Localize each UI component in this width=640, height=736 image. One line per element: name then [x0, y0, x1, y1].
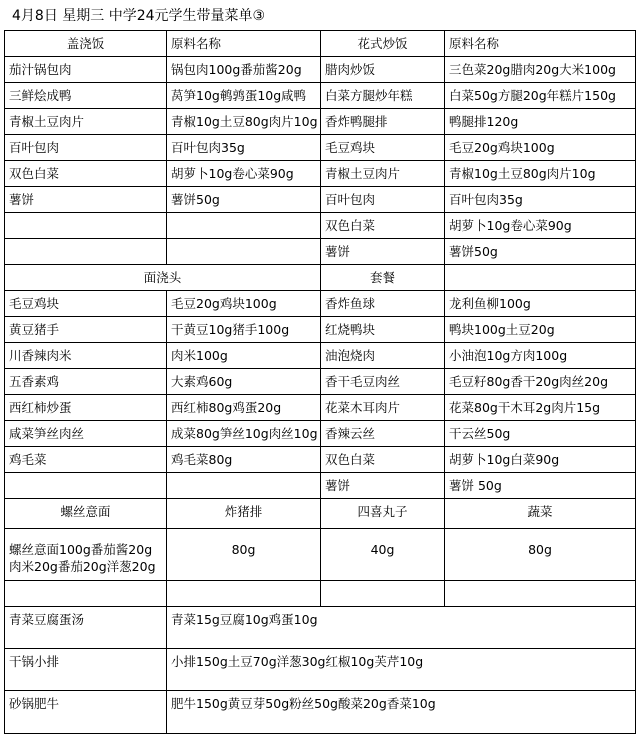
noodle-dish: 川香辣肉米: [5, 343, 167, 369]
set-ingredients: 毛豆籽80g香干20g肉丝20g: [445, 369, 635, 395]
noodle-dish: [5, 473, 167, 499]
set-ingredients: 胡萝卜10g白菜90g: [445, 447, 635, 473]
noodle-ingredients: 鸡毛菜80g: [167, 447, 321, 473]
rice-dish: [5, 239, 167, 265]
fried-ingredients: 百叶包肉35g: [445, 187, 635, 213]
noodle-ingredients: [167, 473, 321, 499]
fried-dish: 青椒土豆肉片: [321, 161, 445, 187]
meatball-amount: 40g: [321, 529, 445, 581]
fried-ingredients: 鸭腿排120g: [445, 109, 635, 135]
vegetable-header: 蔬菜: [445, 499, 635, 529]
empty-cell: [5, 581, 167, 607]
noodle-ingredients: 干黄豆10g猪手100g: [167, 317, 321, 343]
rice-dish: 薯饼: [5, 187, 167, 213]
set-ingredients: 龙利鱼柳100g: [445, 291, 635, 317]
pasta-amount: 螺丝意面100g番茄酱20g 肉米20g番茄20g洋葱20g: [5, 529, 167, 581]
rice-ingredients: 锅包肉100g番茄酱20g: [167, 57, 321, 83]
set-ingredients: 鸭块100g土豆20g: [445, 317, 635, 343]
set-meal-header: 套餐: [321, 265, 445, 291]
set-dish: 花菜木耳肉片: [321, 395, 445, 421]
special-dish: 青菜豆腐蛋汤: [5, 607, 167, 649]
fried-ingredients: 白菜50g方腿20g年糕片150g: [445, 83, 635, 109]
meatball-header: 四喜丸子: [321, 499, 445, 529]
noodle-dish: 咸菜笋丝肉丝: [5, 421, 167, 447]
noodle-ingredients: 肉米100g: [167, 343, 321, 369]
pork-cutlet-amount: 80g: [167, 529, 321, 581]
rice-dish: 青椒土豆肉片: [5, 109, 167, 135]
rice-ingredients: [167, 213, 321, 239]
fried-ingredients: 青椒10g土豆80g肉片10g: [445, 161, 635, 187]
fried-ingredients: 胡萝卜10g卷心菜90g: [445, 213, 635, 239]
fried-dish: 白菜方腿炒年糕: [321, 83, 445, 109]
noodle-dish: 毛豆鸡块: [5, 291, 167, 317]
fried-ingredient-header: 原料名称: [445, 31, 635, 57]
fried-ingredients: 三色菜20g腊肉20g大米100g: [445, 57, 635, 83]
fried-ingredients: 毛豆20g鸡块100g: [445, 135, 635, 161]
pasta-header: 螺丝意面: [5, 499, 167, 529]
set-dish: 红烧鸭块: [321, 317, 445, 343]
fried-rice-header: 花式炒饭: [321, 31, 445, 57]
noodle-dish: 鸡毛菜: [5, 447, 167, 473]
fried-dish: 腊肉炒饭: [321, 57, 445, 83]
fried-ingredients: 薯饼50g: [445, 239, 635, 265]
fried-dish: 香炸鸭腿排: [321, 109, 445, 135]
set-dish: 薯饼: [321, 473, 445, 499]
empty-cell: [445, 581, 635, 607]
noodle-header: 面浇头: [5, 265, 321, 291]
fried-dish: 百叶包肉: [321, 187, 445, 213]
rice-dish: 百叶包肉: [5, 135, 167, 161]
set-dish: 双色白菜: [321, 447, 445, 473]
fried-dish: 双色白菜: [321, 213, 445, 239]
rice-ingredients: 百叶包肉35g: [167, 135, 321, 161]
rice-dish: 茄汁锅包肉: [5, 57, 167, 83]
menu-table: [4, 30, 636, 734]
set-dish: 油泡烧肉: [321, 343, 445, 369]
rice-dish: 双色白菜: [5, 161, 167, 187]
rice-ingredients: 胡萝卜10g卷心菜90g: [167, 161, 321, 187]
empty-cell: [321, 581, 445, 607]
noodle-dish: 西红柿炒蛋: [5, 395, 167, 421]
special-dish: 砂锅肥牛: [5, 691, 167, 733]
special-dish: 干锅小排: [5, 649, 167, 691]
set-ingredients: 干云丝50g: [445, 421, 635, 447]
set-ingredients: 花菜80g干木耳2g肉片15g: [445, 395, 635, 421]
vegetable-amount: 80g: [445, 529, 635, 581]
set-dish: 香炸鱼球: [321, 291, 445, 317]
rice-ingredients: 莴笋10g鹌鹑蛋10g咸鸭: [167, 83, 321, 109]
set-ingredients: 小油泡10g方肉100g: [445, 343, 635, 369]
rice-dish: 三鲜烩成鸭: [5, 83, 167, 109]
rice-ingredients: 薯饼50g: [167, 187, 321, 213]
fried-dish: 毛豆鸡块: [321, 135, 445, 161]
noodle-dish: 黄豆猪手: [5, 317, 167, 343]
empty-cell: [167, 581, 321, 607]
special-ingredients: 小排150g土豆70g洋葱30g红椒10g芙芹10g: [167, 649, 635, 691]
empty-cell: [445, 265, 635, 291]
noodle-ingredients: 西红柿80g鸡蛋20g: [167, 395, 321, 421]
rice-ingredients: [167, 239, 321, 265]
rice-header: 盖浇饭: [5, 31, 167, 57]
noodle-ingredients: 成菜80g笋丝10g肉丝10g: [167, 421, 321, 447]
special-ingredients: 青菜15g豆腐10g鸡蛋10g: [167, 607, 635, 649]
noodle-ingredients: 毛豆20g鸡块100g: [167, 291, 321, 317]
special-ingredients: 肥牛150g黄豆芽50g粉丝50g酸菜20g香菜10g: [171, 696, 436, 711]
rice-ingredient-header: 原料名称: [167, 31, 321, 57]
noodle-ingredients: 大素鸡60g: [167, 369, 321, 395]
set-ingredients: 薯饼 50g: [445, 473, 635, 499]
rice-ingredients: 青椒10g土豆80g肉片10g: [167, 109, 321, 135]
set-dish: 香干毛豆肉丝: [321, 369, 445, 395]
rice-dish: [5, 213, 167, 239]
pork-cutlet-header: 炸猪排: [167, 499, 321, 529]
fried-dish: 薯饼: [321, 239, 445, 265]
noodle-dish: 五香素鸡: [5, 369, 167, 395]
set-dish: 香辣云丝: [321, 421, 445, 447]
page-title: 4月8日 星期三 中学24元学生带量菜单③: [12, 8, 266, 24]
